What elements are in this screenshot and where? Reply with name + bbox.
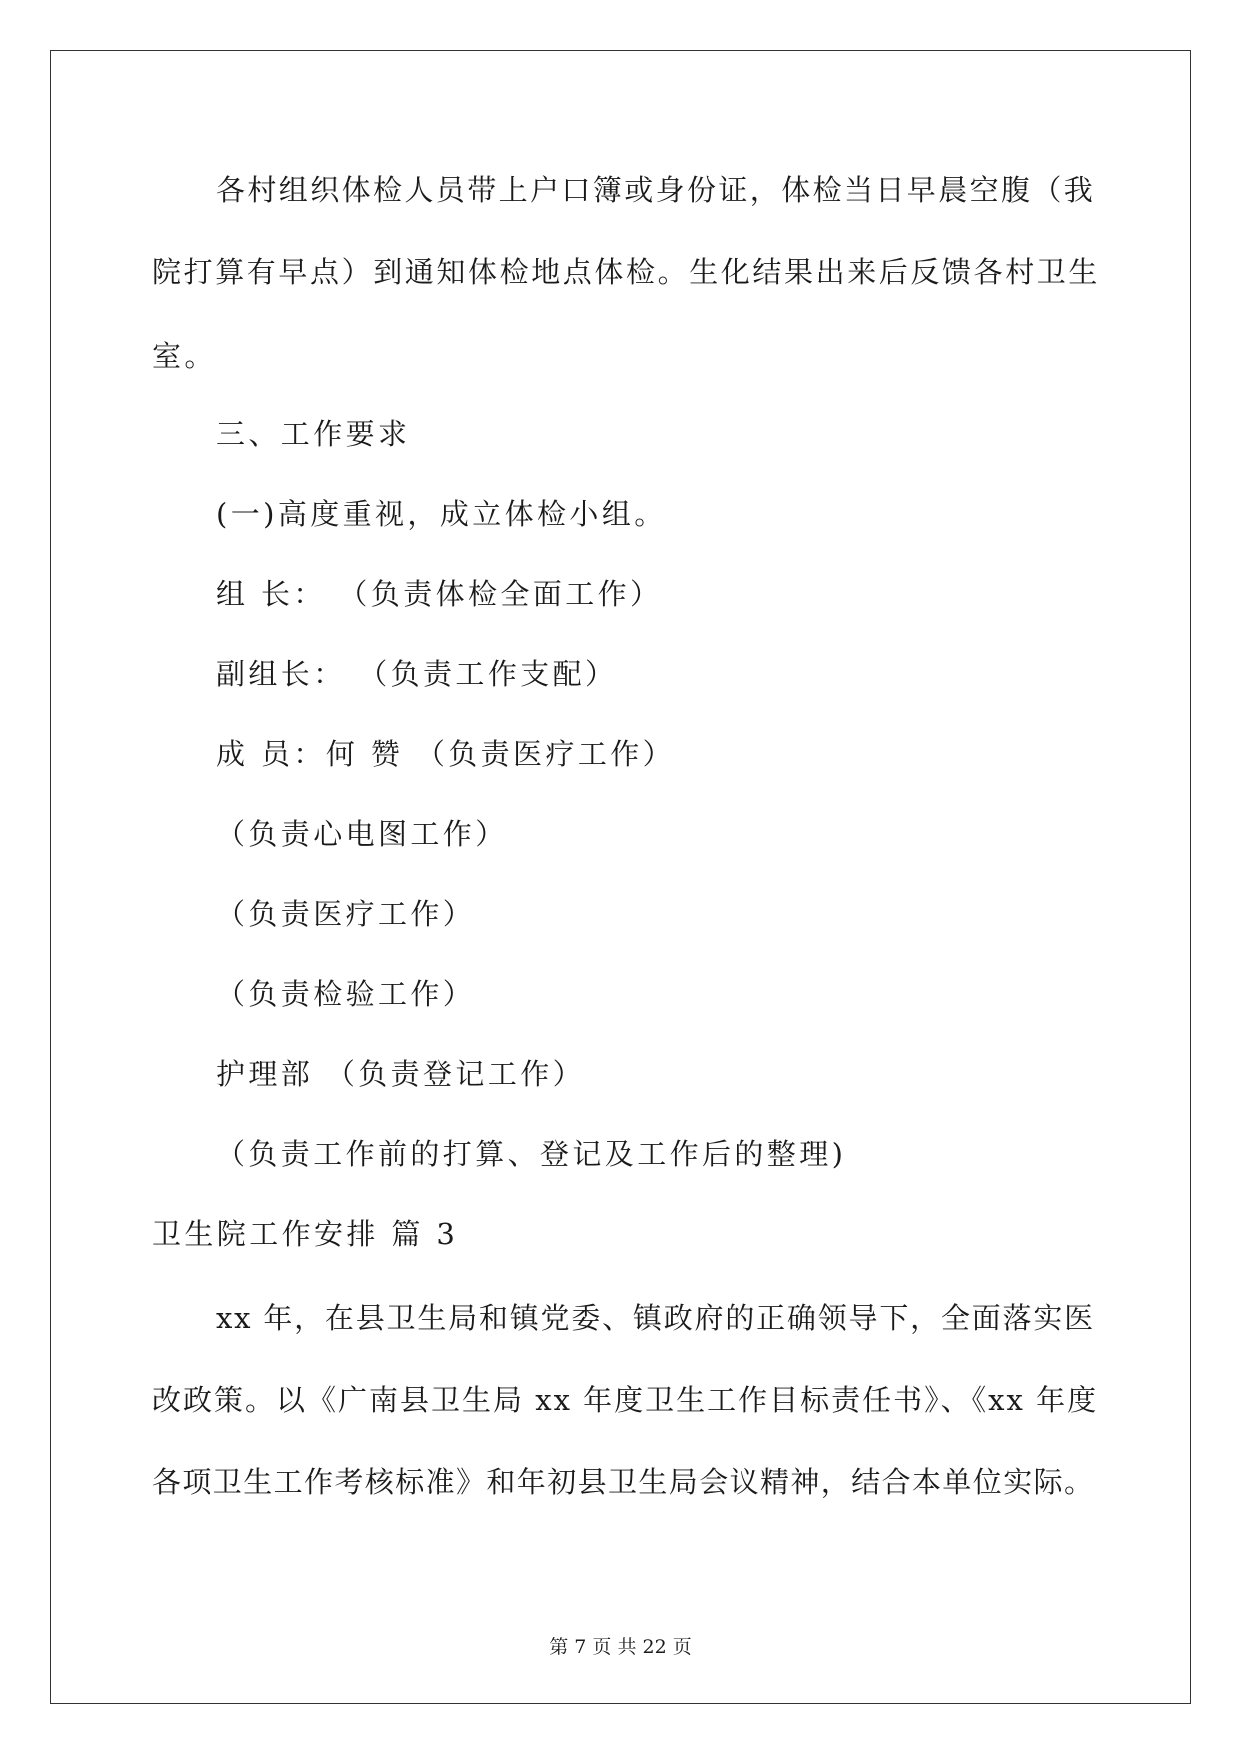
page-border <box>50 50 1191 1704</box>
group-member-line: 副组长： （负责工作支配） <box>216 657 618 691</box>
paragraph-line: xx 年，在县卫生局和镇党委、镇政府的正确领导下，全面落实医 <box>216 1301 1095 1335</box>
paragraph-line: 各村组织体检人员带上户口簿或身份证，体检当日早晨空腹（我 <box>216 173 1096 207</box>
section-heading: 三、工作要求 <box>216 417 411 451</box>
paragraph-line: 院打算有早点）到通知体检地点体检。生化结果出来后反馈各村卫生 <box>152 255 1101 289</box>
article-title: 卫生院工作安排 篇 3 <box>152 1217 459 1251</box>
subsection-heading: (一)高度重视，成立体检小组。 <box>216 497 667 531</box>
group-member-line: （负责检验工作） <box>216 977 476 1011</box>
group-member-line: 护理部 （负责登记工作） <box>216 1057 586 1091</box>
group-member-line: （负责工作前的打算、登记及工作后的整理) <box>216 1137 847 1171</box>
page-number: 第 7 页 共 22 页 <box>549 1636 692 1658</box>
paragraph-line: 室。 <box>152 339 217 373</box>
paragraph-line: 各项卫生工作考核标准》和年初县卫生局会议精神，结合本单位实际。 <box>152 1465 1095 1499</box>
group-member-line: （负责心电图工作） <box>216 817 508 851</box>
group-member-line: 成 员：何 赞 （负责医疗工作） <box>216 737 676 771</box>
paragraph-line: 改政策。以《广南县卫生局 xx 年度卫生工作目标责任书》、《xx 年度 <box>152 1383 1099 1417</box>
group-member-line: 组 长： （负责体检全面工作） <box>216 577 663 611</box>
group-member-line: （负责医疗工作） <box>216 897 476 931</box>
